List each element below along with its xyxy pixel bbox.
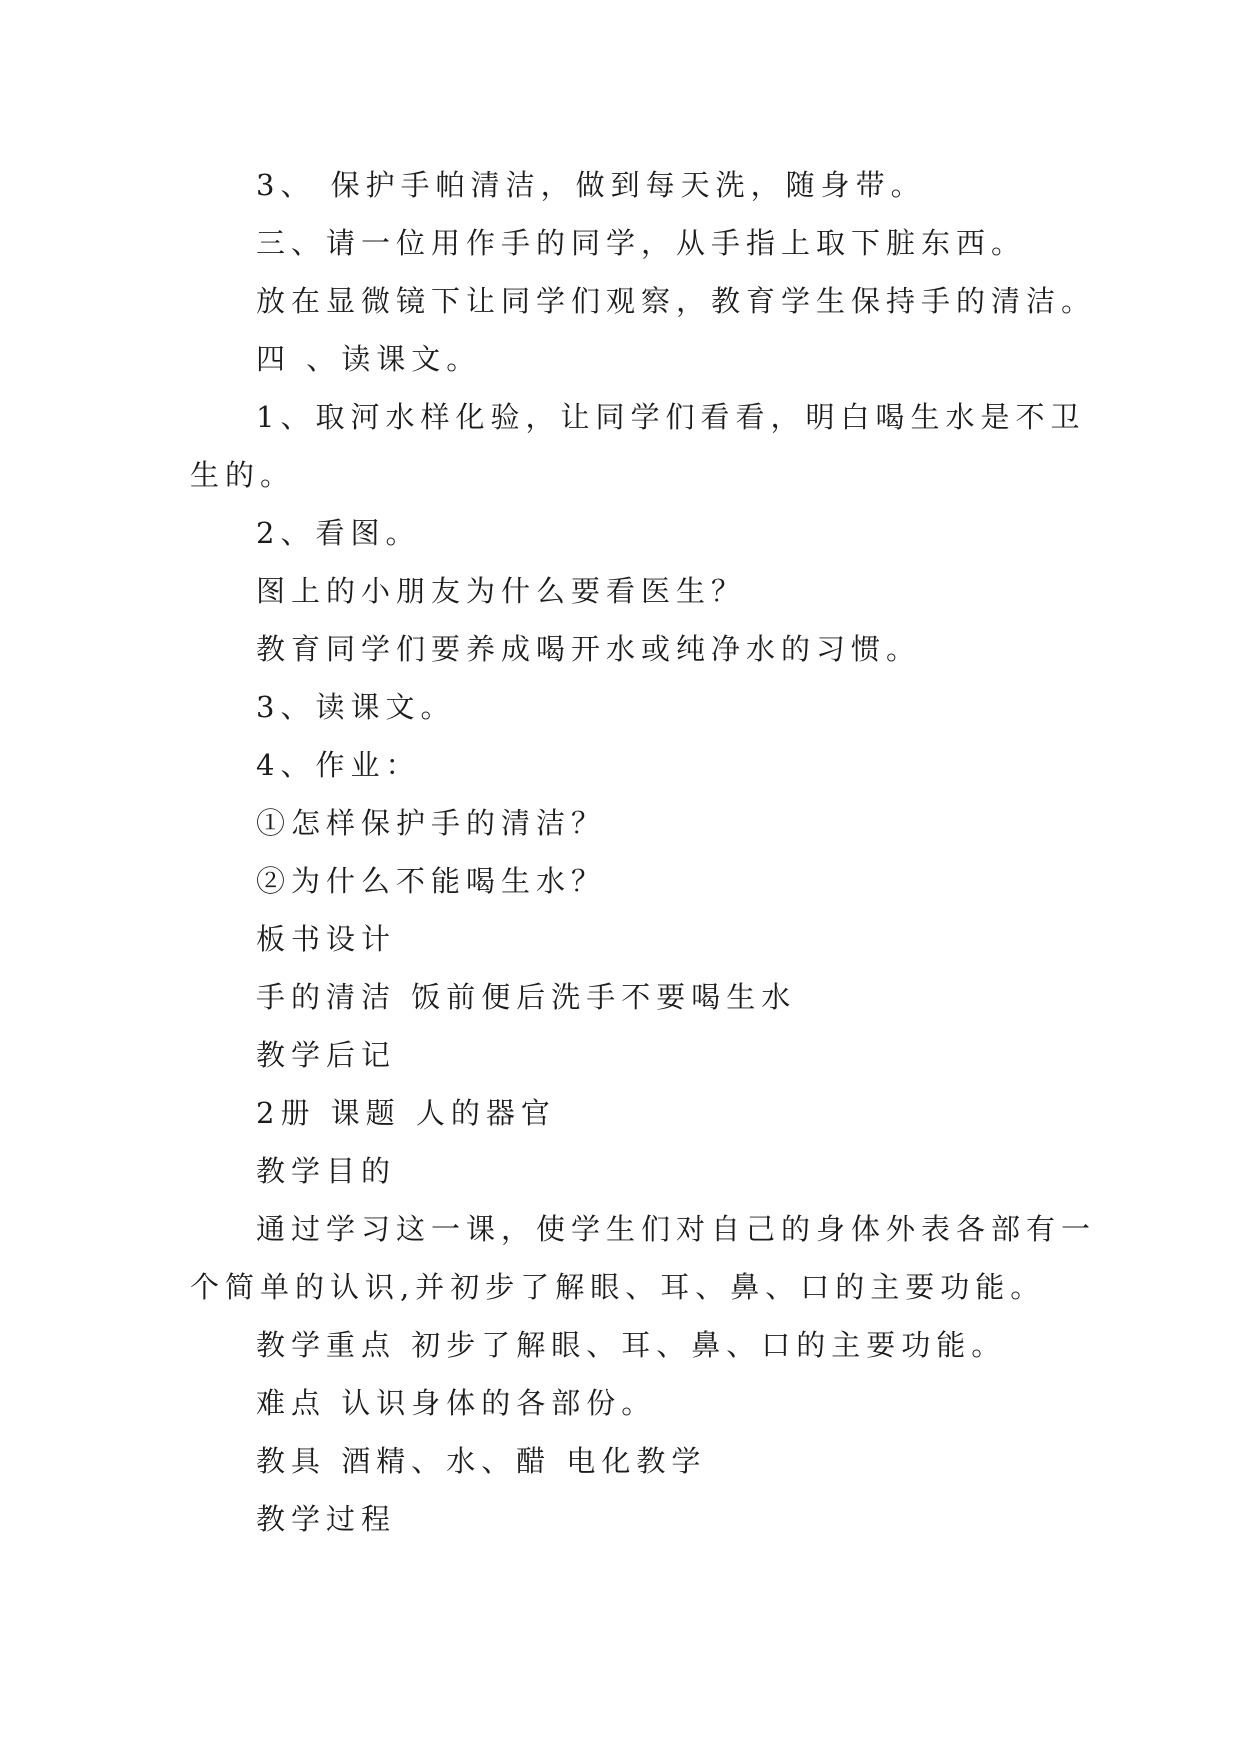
text-line: 教具 酒精、水、醋 电化教学 (256, 1444, 707, 1478)
text-line: 教学后记 (256, 1038, 397, 1072)
text-line: 1、取河水样化验，让同学们看看，明白喝生水是不卫 (256, 400, 1086, 434)
text-line: 教学过程 (256, 1502, 397, 1536)
text-line: 2、看图。 (256, 516, 421, 550)
text-line: 3、读课文。 (256, 690, 456, 724)
text-line: 3、 保护手帕清洁，做到每天洗，随身带。 (256, 168, 926, 202)
text-line: 放在显微镜下让同学们观察，教育学生保持手的清洁。 (256, 284, 1097, 318)
text-line: 通过学习这一课，使学生们对自己的身体外表各部有一 (256, 1212, 1097, 1246)
text-line: 2册 课题 人的器官 (256, 1096, 556, 1130)
text-line: 生的。 (190, 458, 296, 492)
text-line: 教学目的 (256, 1154, 397, 1188)
text-line: 图上的小朋友为什么要看医生？ (256, 574, 747, 608)
text-line: 三、请一位用作手的同学，从手指上取下脏东西。 (256, 226, 1027, 260)
text-line: 个简单的认识,并初步了解眼、耳、鼻、口的主要功能。 (190, 1270, 1046, 1304)
text-line: ②为什么不能喝生水？ (256, 864, 607, 898)
text-line: 手的清洁 饭前便后洗手不要喝生水 (256, 980, 797, 1014)
text-line: ①怎样保护手的清洁？ (256, 806, 607, 840)
text-line: 板书设计 (256, 922, 397, 956)
text-line: 四 、读课文。 (256, 342, 482, 376)
text-line: 教学重点 初步了解眼、耳、鼻、口的主要功能。 (256, 1328, 1007, 1362)
text-line: 教育同学们要养成喝开水或纯净水的习惯。 (256, 632, 922, 666)
text-line: 难点 认识身体的各部份。 (256, 1386, 657, 1420)
text-line: 4、作业： (256, 748, 421, 782)
